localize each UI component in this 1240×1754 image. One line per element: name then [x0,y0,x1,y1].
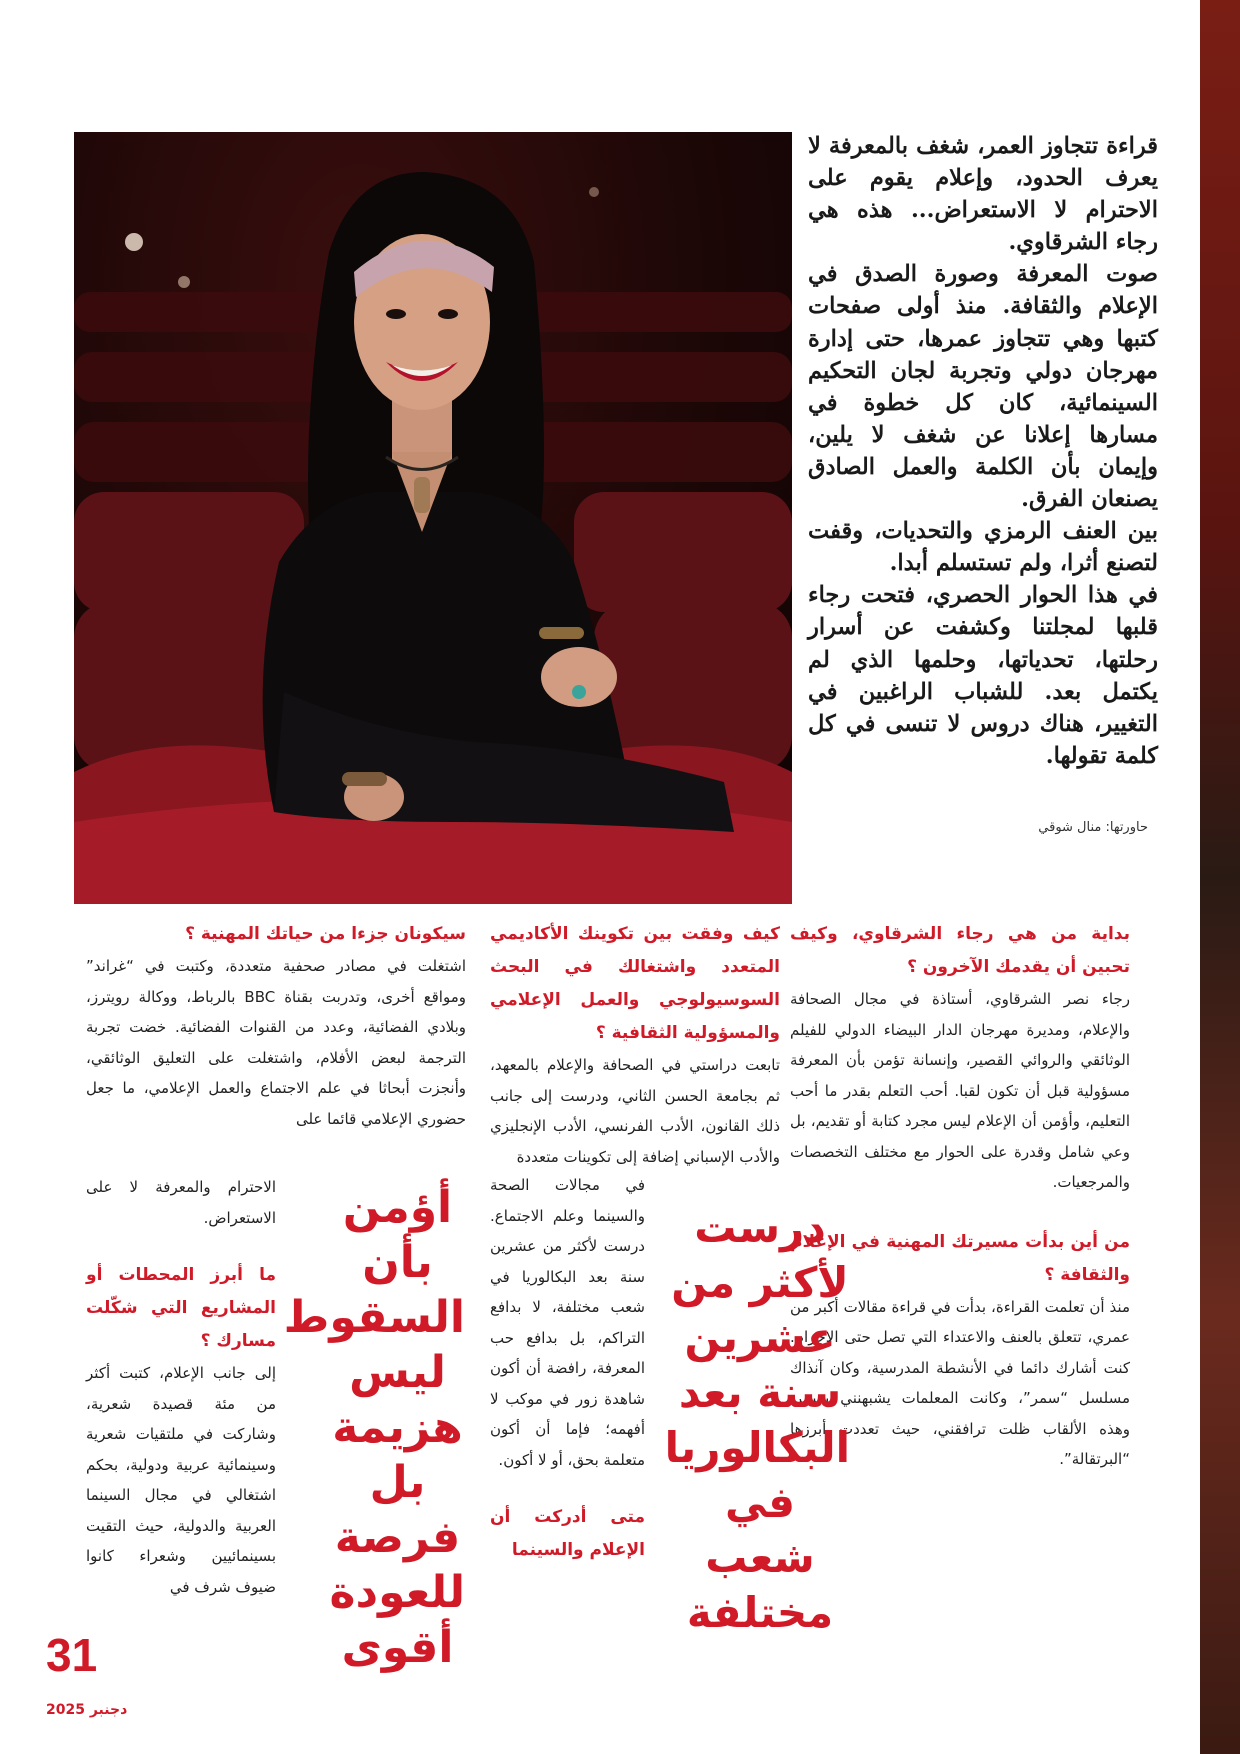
page-number: 31 [46,1629,98,1681]
column-middle-narrow [490,1170,645,1567]
answer-text: رجاء نصر الشرقاوي، أستاذة في مجال الصحافة والإعلام، ومديرة مهرجان الدار البيضاء الدولي للفيلم الوثائقي والروائي القصير، وإنسانة تؤمن بأن المعرفة مسؤولية قبل أن تكون لقبا. أحب التعلم بقدر ما أحب التعليم، وأؤمن أن الإعلام ليس مجرد كتابة أو تقديم، بل وعي شامل وقدرة على الحوار مع مختلف التخصصات والمرجعيات. [790,990,1130,1191]
intro-paragraph: صوت المعرفة وصورة الصدق في الإعلام والثقافة. منذ أولى صفحات كتبها وهي تتجاوز عمرها، حتى إدارة مهرجان دولي وتجربة لجان التحكيم السينمائية، كان كل خطوة في مسارها إعلانا عن شغف لا يلين، وإيمان بأن الكلمة والعمل الصادق يصنعان الفرق. [808,261,1158,513]
issue-date: دجنبر 2025 [46,1702,128,1718]
column-left [86,918,466,1134]
answer-text: اشتغلت في مصادر صحفية متعددة، وكتبت في “غراند” ومواقع أخرى، وتدربت بقناة BBC بالرباط، ووكالة رويترز، وبلادي الفضائية، وعدد من القنوات الفضائية. خضت تجربة الترجمة لبعض الأفلام، واشتغلت على التعليق الوثائقي، وأنجزت أبحاثا في علم الاجتماع والعمل الإعلامي، ما جعل حضوري الإعلامي قائما على [86,957,466,1128]
intro-text [808,130,1158,772]
question-heading: كيف وفقت بين تكوينك الأكاديمي المتعدد واشتغالك في البحث السوسيولوجي والعمل الإعلامي والمسؤولية الثقافية ؟ [490,924,780,1043]
column-left-narrow [86,1172,276,1602]
answer-text: في مجالات الصحة والسينما وعلم الاجتماع. درست لأكثر من عشرين سنة بعد البكالوريا في شعب مختلفة، لا بدافع التراكم، بل بدافع حب المعرفة، رافضة أن أكون شاهدة زور في موكب لا أفهمه؛ فإما أن أكون متعلمة بحق، أو لا أكون. [490,1176,645,1469]
intro-paragraph: قراءة تتجاوز العمر، شغف بالمعرفة لا يعرف الحدود، وإعلام يقوم على الاحترام لا الاستعراض... هذه هي رجاء الشرقاوي. [808,133,1158,256]
intro-paragraph: بين العنف الرمزي والتحديات، وقفت لتصنع أثرا، ولم تستسلم أبدا. [808,518,1158,577]
adjacent-page-edge [1200,0,1240,1754]
answer-text: تابعت دراستي في الصحافة والإعلام بالمعهد، ثم بجامعة الحسن الثاني، ودرست إلى جانب ذلك القانون، الأدب الفرنسي، الأدب الإنجليزي والأدب الإسباني إضافة إلى تكوينات متعددة [490,1056,780,1166]
question-heading: سيكونان جزءا من حياتك المهنية ؟ [185,924,466,944]
portrait-photo [74,132,792,904]
interviewer-credit: حاورتها: منال شوقي [1038,820,1148,835]
pull-quote: أؤمن بأن السقوط ليس هزيمة بل فرصة للعودة أقوى [283,1182,465,1673]
question-heading: متى أدركت أن الإعلام والسينما [490,1507,645,1560]
answer-text: إلى جانب الإعلام، كتبت أكثر من مئة قصيدة شعرية، وشاركت في ملتقيات شعرية وسينمائية عربية ودولية، بحكم اشتغالي في مجال السينما العربية والدولية، حيث التقيت بسينمائيين وشعراء كانوا ضيوف شرف في [86,1364,276,1596]
question-heading: ما أبرز المحطات أو المشاريع التي شكّلت مسارك ؟ [86,1265,276,1351]
answer-text: الاحترام والمعرفة لا على الاستعراض. [86,1178,276,1227]
answer-text: منذ أن تعلمت القراءة، بدأت في قراءة مقالات أكبر من عمري، تتعلق بالعنف والاعتداء التي تصل حتى الإجرام. كنت أشارك دائما في الأنشطة المدرسية، وكان آنذاك مسلسل “سمر”، وكانت المعلمات يشبهنني بسمر، وهذه الألقاب ظلت ترافقني، حيث تعددت أبرزها “البرتقالة”. [790,1297,1130,1468]
pull-quote: درست لأكثر من عشرين سنة بعد البكالوريا في شعب مختلفة [664,1203,850,1637]
question-heading: من أين بدأت مسيرتك المهنية في الإعلام والثقافة ؟ [790,1231,1130,1285]
column-middle [490,918,780,1172]
question-heading: بداية من هي رجاء الشرقاوي، وكيف تحبين أن يقدمك الآخرون ؟ [790,924,1130,977]
intro-paragraph: في هذا الحوار الحصري، فتحت رجاء قلبها لمجلتنا وكشفت عن أسرار رحلتها، تحدياتها، وحلمها الذي لم يكتمل بعد. للشباب الراغبين في التغيير، هناك دروس لا تنسى في كل كلمة تقولها. [808,582,1158,769]
